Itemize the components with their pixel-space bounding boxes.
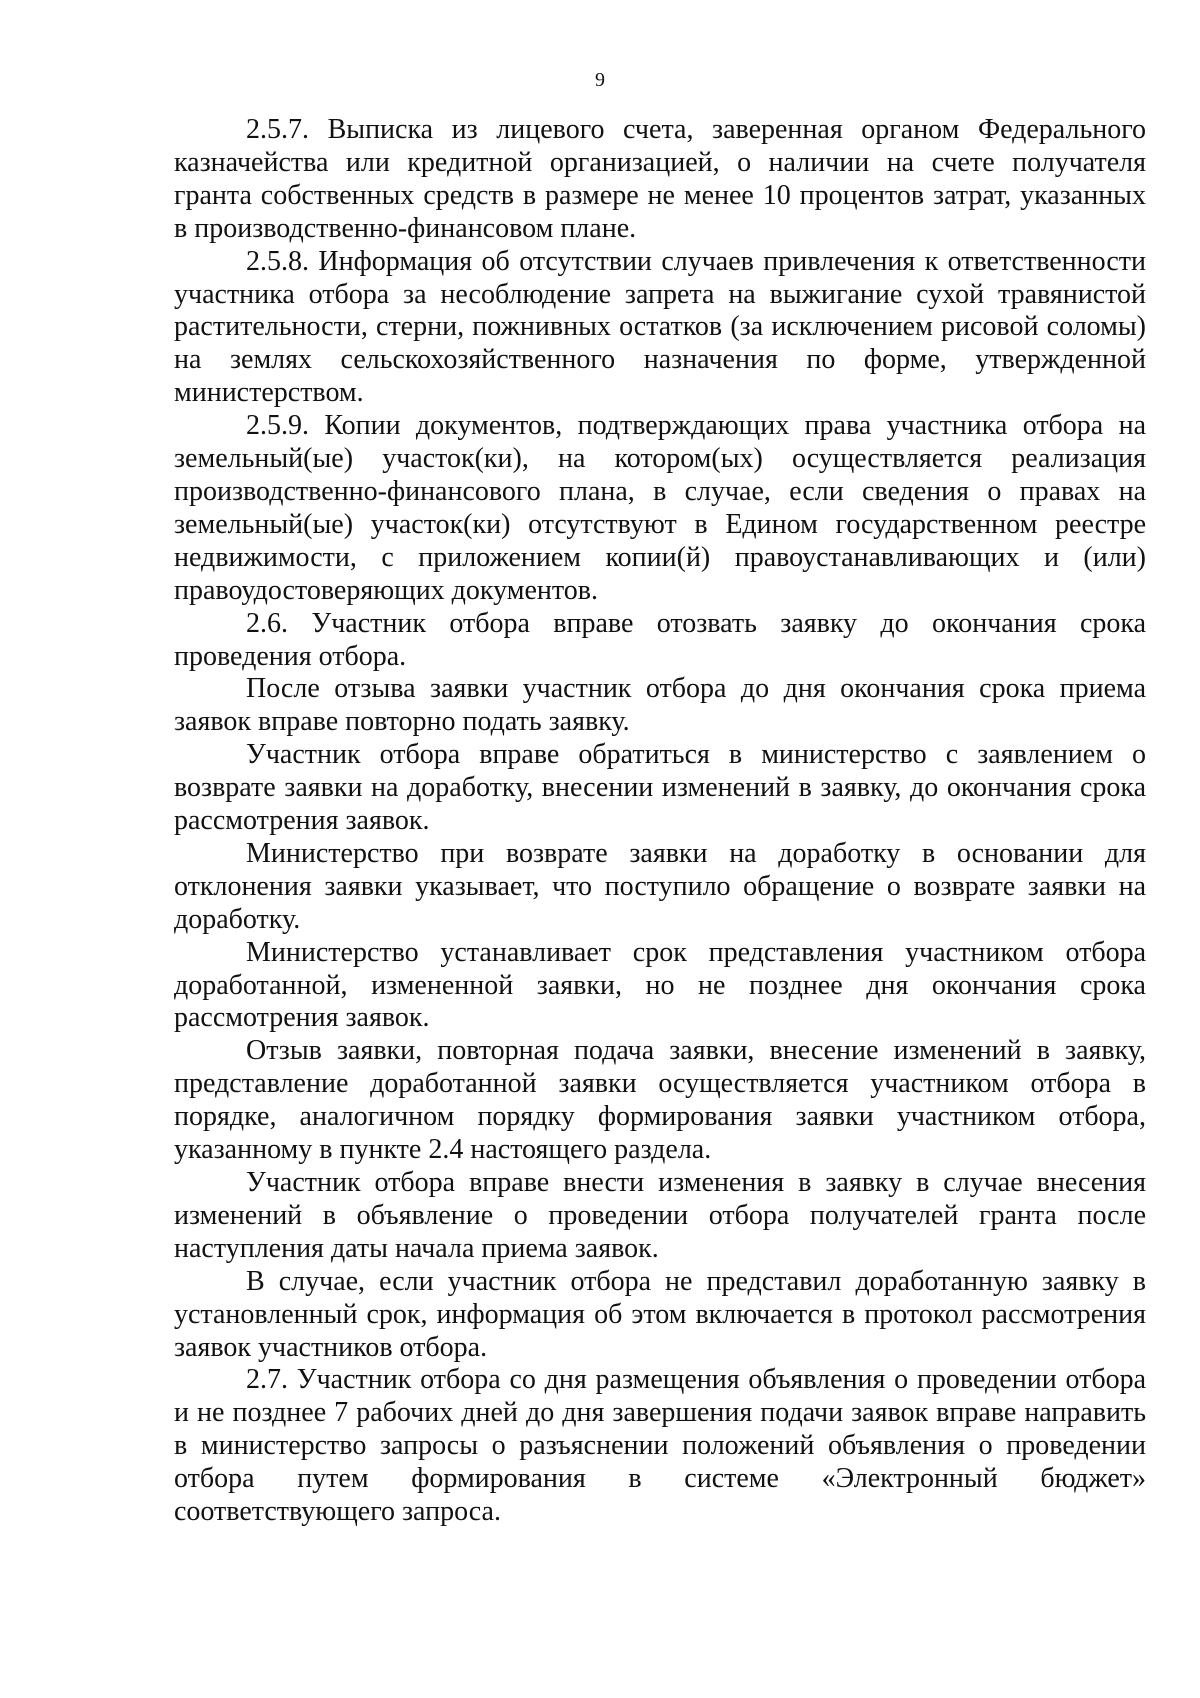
paragraph-amendments: Участник отбора вправе внести изменения в заявку в случае внесения изменений в объявление о проведении отбора получателей гранта после наступления даты начала приема заявок. — [174, 1167, 1146, 1264]
paragraph-2-6: 2.6. Участник отбора вправе отозвать заявку до окончания срока проведения отбора. — [174, 607, 1146, 672]
paragraph-no-revision: В случае, если участник отбора не представил доработанную заявку в установленный срок, информация об этом включается в протокол рассмотрения заявок участников отбора. — [174, 1265, 1146, 1363]
document-body — [174, 114, 1146, 1529]
paragraph-ministry-deadline: Министерство устанавливает срок представления участником отбора доработанной, измененной заявки, но не позднее дня окончания срока рассмотрения заявок. — [174, 936, 1146, 1034]
paragraph-2-5-9: 2.5.9. Копии документов, подтверждающих права участника отбора на земельный(ые) участок(ки), на котором(ых) осуществляется реализация производственно-финансового плана, в случае, если сведения о правах на земельный(ые) участок(ки) отсутствуют в Едином государственном реестре недвижимости, с приложением копии(й) правоустанавливающих и (или) правоудостоверяющих документов. — [174, 410, 1146, 606]
paragraph-return-for-revision: Участник отбора вправе обратиться в министерство с заявлением о возврате заявки на доработку, внесении изменений в заявку, до окончания срока рассмотрения заявок. — [174, 739, 1146, 837]
paragraph-2-5-8: 2.5.8. Информация об отсутствии случаев привлечения к ответственности участника отбора за несоблюдение запрета на выжигание сухой травянистой растительности, стерни, пожнивных остатков (за исключением рисовой соломы) на землях сельскохозяйственного назначения по форме, утвержденной министерством. — [174, 245, 1146, 409]
paragraph-ministry-return-reason: Министерство при возврате заявки на доработку в основании для отклонения заявки указывает, что поступило обращение о возврате заявки на доработку. — [174, 837, 1146, 935]
paragraph-2-5-7: 2.5.7. Выписка из лицевого счета, заверенная органом Федерального казначейства или кредитной организацией, о наличии на счете получателя гранта собственных средств в размере не менее 10 процентов затрат, указанных в производственно-финансовом плане. — [174, 114, 1146, 244]
paragraph-withdrawal-resubmit: После отзыва заявки участник отбора до дня окончания срока приема заявок вправе повторно подать заявку. — [174, 673, 1146, 738]
paragraph-procedure: Отзыв заявки, повторная подача заявки, внесение изменений в заявку, представление доработанной заявки осуществляется участником отбора в порядке, аналогичном порядку формирования заявки участником отбора, указанному в пункте 2.4 настоящего раздела. — [174, 1035, 1146, 1166]
paragraph-2-7: 2.7. Участник отбора со дня размещения объявления о проведении отбора и не позднее 7 рабочих дней до дня завершения подачи заявок вправе направить в министерство запросы о разъяснении положений объявления о проведении отбора путем формирования в системе «Электронный бюджет» соответствующего запроса. — [174, 1364, 1146, 1528]
page-number: 9 — [595, 69, 605, 91]
